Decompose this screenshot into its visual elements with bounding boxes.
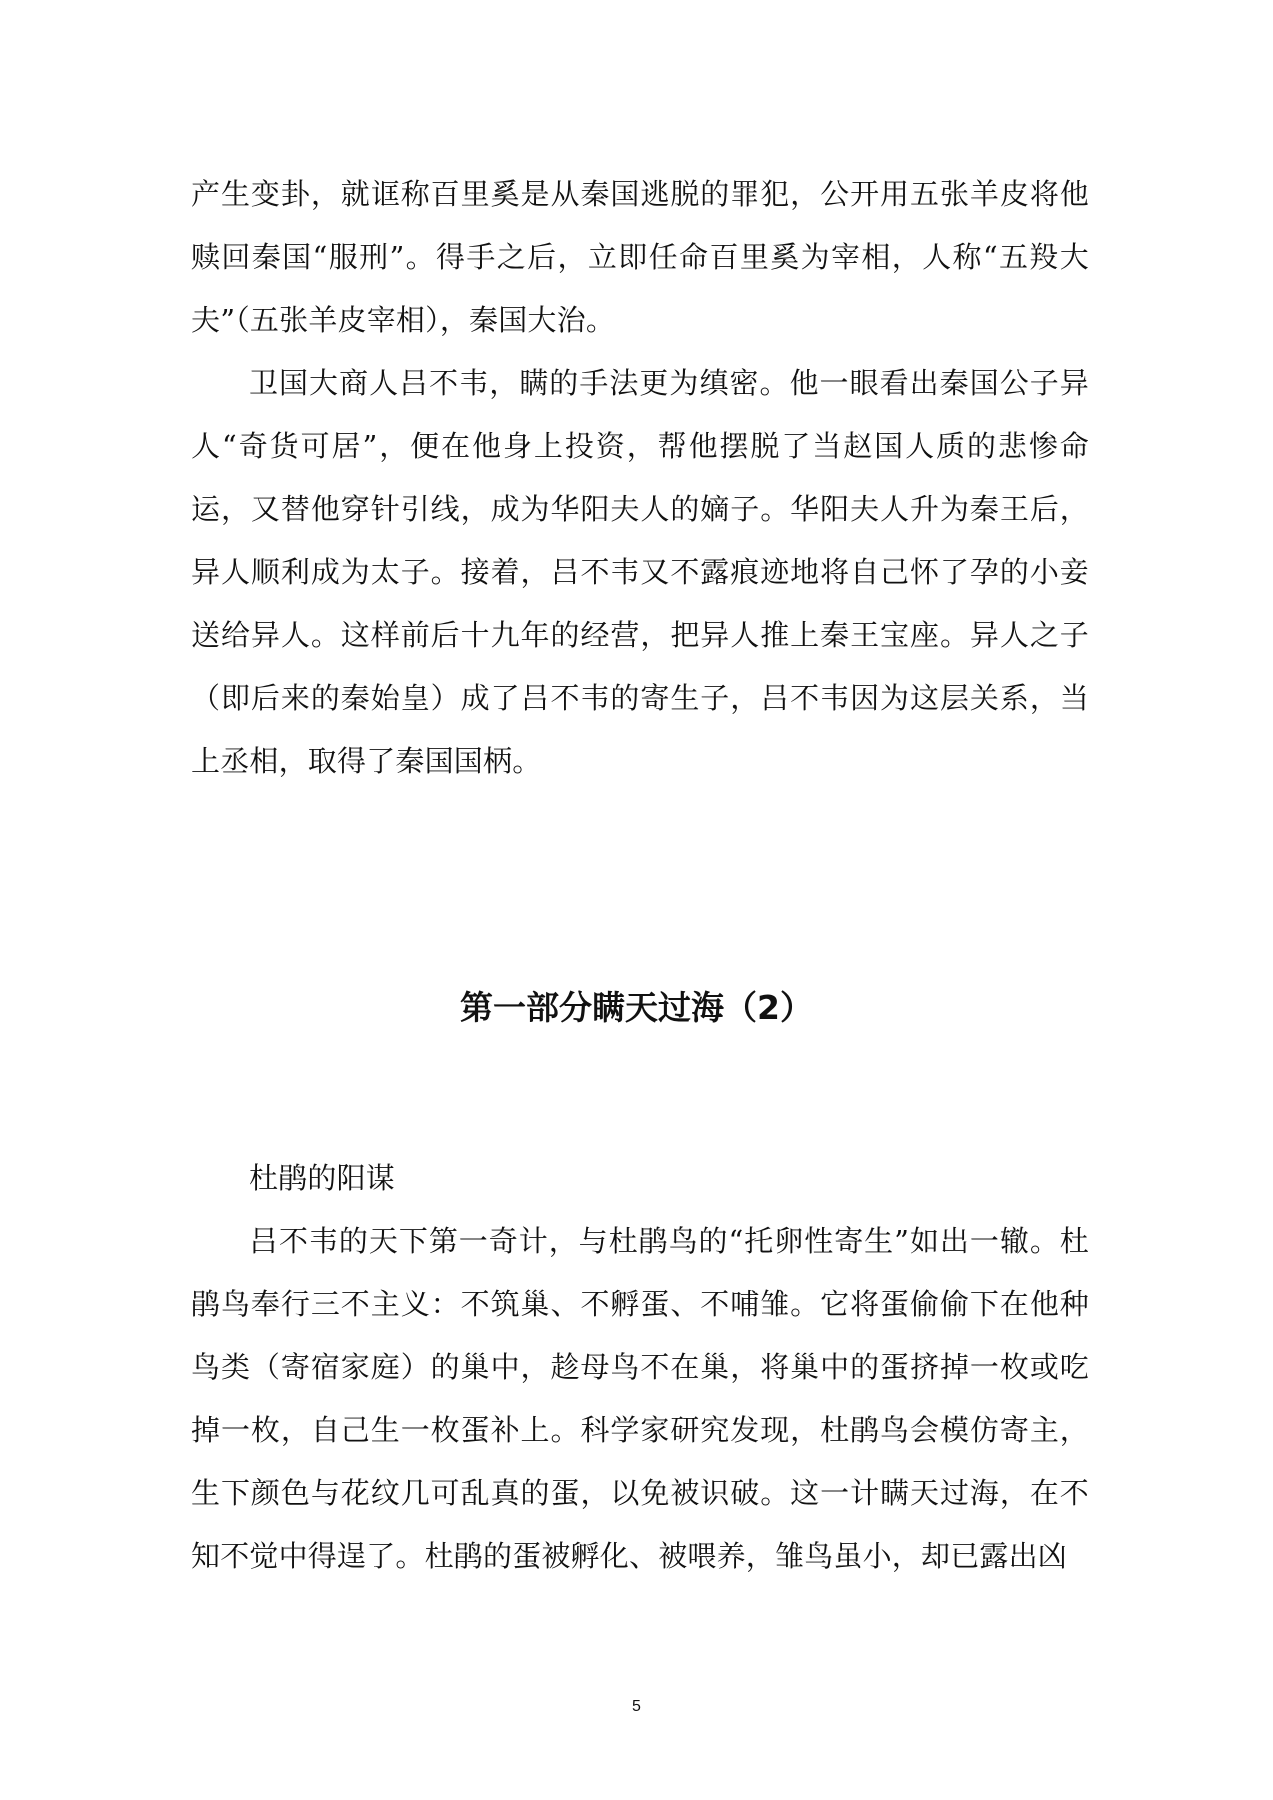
page-number: 5	[632, 1698, 641, 1715]
body-text-section-1	[191, 163, 1089, 793]
section-heading: 第一部分瞒天过海（2）	[460, 988, 813, 1027]
body-text-section-2	[191, 1147, 1089, 1588]
subheading: 杜鹃的阳谋	[249, 1161, 396, 1195]
paragraph-lu-buwei: 卫国大商人吕不韦，瞒的手法更为缜密。他一眼看出秦国公子异人“奇货可居”，便在他身上投资，帮他摆脱了当赵国人质的悲惨命运，又替他穿针引线，成为华阳夫人的嫡子。华阳夫人升为秦王后，异人顺利成为太子。接着，吕不韦又不露痕迹地将自己怀了孕的小妾送给异人。这样前后十九年的经营，把异人推上秦王宝座。异人之子（即后来的秦始皇）成了吕不韦的寄生子，吕不韦因为这层关系，当上丞相，取得了秦国国柄。	[191, 366, 1089, 778]
paragraph-continuation: 产生变卦，就诓称百里奚是从秦国逃脱的罪犯，公开用五张羊皮将他赎回秦国“服刑”。得手之后，立即任命百里奚为宰相，人称“五羖大夫”（五张羊皮宰相），秦国大治。	[191, 177, 1089, 337]
paragraph-cuckoo: 吕不韦的天下第一奇计，与杜鹃鸟的“托卵性寄生”如出一辙。杜鹃鸟奉行三不主义：不筑巢、不孵蛋、不哺雏。它将蛋偷偷下在他种鸟类（寄宿家庭）的巢中，趁母鸟不在巢，将巢中的蛋挤掉一枚或吃掉一枚，自己生一枚蛋补上。科学家研究发现，杜鹃鸟会模仿寄主，生下颜色与花纹几可乱真的蛋，以免被识破。这一计瞒天过海，在不知不觉中得逞了。杜鹃的蛋被孵化、被喂养，雏鸟虽小，却已露出凶	[191, 1224, 1089, 1573]
